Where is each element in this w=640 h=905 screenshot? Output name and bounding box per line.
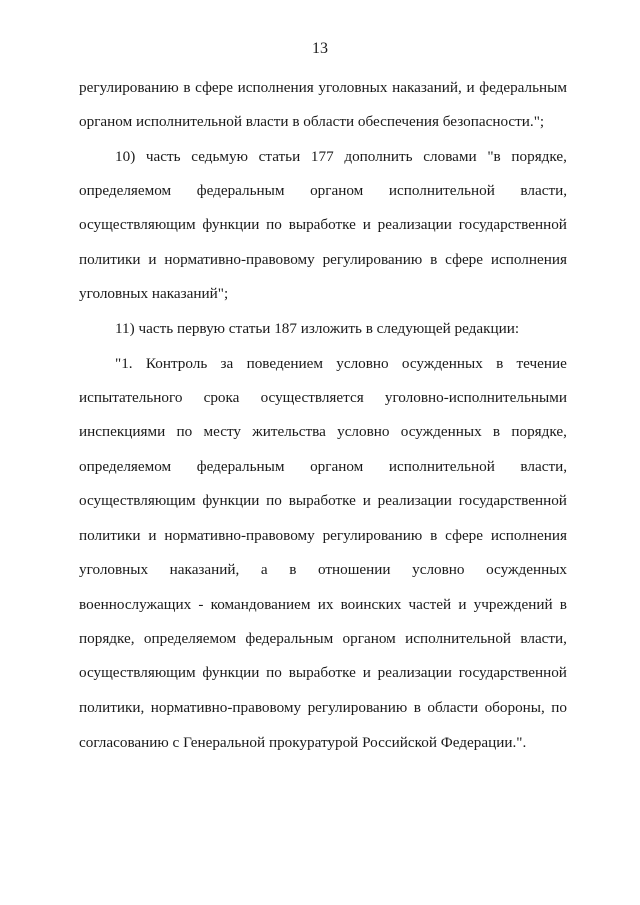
word: осуществляется [260,389,364,406]
word: политики [79,251,141,268]
text-line [115,147,567,167]
word: исполнительной [405,630,512,647]
text-line [79,181,567,201]
word: реализации [377,216,452,233]
word: статьи [258,148,301,165]
word: определяемом [79,458,172,475]
word: часть [145,148,181,165]
word: и [458,596,467,613]
text-line [115,354,567,374]
word: военнослужащих [79,596,192,613]
word: области [427,699,479,716]
word: выработке [288,664,356,681]
word: осуществляющим [79,664,196,681]
word: государственной [458,216,567,233]
word: их [317,596,334,613]
word: 177 [310,148,334,165]
text-line [79,250,567,270]
word: обороны, [484,699,545,716]
word: по [266,492,282,509]
word: исполнительной [388,458,495,475]
word: течение [516,355,567,372]
word: федеральным [479,79,567,96]
word: в [289,561,297,578]
text-line [79,388,567,408]
word: учреждений [473,596,553,613]
word: осуществляющим [79,492,196,509]
word: регулированию [79,79,179,96]
word: политики, [79,699,145,716]
word: федеральным [196,182,285,199]
word: условно [336,355,389,372]
word: уголовных [79,561,149,578]
word: уголовно-исполнительными [384,389,567,406]
word: отношении [317,561,391,578]
word: государственной [458,664,567,681]
word: нормативно-правовому [150,699,302,716]
word: Контроль [145,355,208,372]
word: условно [412,561,465,578]
word: в [183,79,191,96]
text-line [79,629,567,649]
word: наказаний, [392,79,462,96]
text-line [79,215,567,235]
word: и [362,664,371,681]
word: а [260,561,268,578]
word: "в [487,148,501,165]
text-line [79,457,567,477]
word: и [148,251,157,268]
text-line [79,560,567,580]
word: осужденных [400,423,482,440]
text-line [79,595,567,615]
word: дополнить [344,148,413,165]
word: нормативно-правовому [164,527,315,544]
word: и [362,492,371,509]
word: сфере [445,527,484,544]
text-line: органом исполнительной власти в области обеспечения безопасности."; [79,113,545,130]
word: определяемом [143,630,237,647]
word: "1. [115,355,133,372]
word: исполнительной [388,182,495,199]
word: регулированию [307,699,408,716]
word: условно [337,423,390,440]
word: политики [79,527,141,544]
word: уголовных [318,79,388,96]
word: осуществляющим [79,216,196,233]
word: власти, [520,458,567,475]
word: нормативно-правовому [164,251,315,268]
word: по [266,664,282,681]
word: в [413,699,421,716]
word: командованием [210,596,311,613]
word: исполнения [237,79,314,96]
text-line [79,698,567,718]
word: по [551,699,567,716]
text-line [79,663,567,683]
word: реализации [377,664,452,681]
word: месту [203,423,241,440]
word: в [492,423,501,440]
word: наказаний, [169,561,240,578]
word: испытательного [79,389,183,406]
text-line [79,422,567,442]
word: в [559,596,567,613]
word: осужденных [486,561,567,578]
word: по [266,216,282,233]
word: федеральным [196,458,285,475]
word: в [496,355,504,372]
word: седьмую [191,148,248,165]
word: словами [423,148,477,165]
word: поведением [246,355,323,372]
word: инспекциями [79,423,166,440]
word: определяемом [79,182,172,199]
word: органом [310,458,364,475]
text-line: уголовных наказаний"; [79,285,229,302]
word: органом [310,182,364,199]
word: выработке [288,492,356,509]
word: порядке, [511,148,567,165]
text-line: 11) часть первую статьи 187 изложить в следующей редакции: [115,320,520,337]
word: порядке, [511,423,567,440]
text-line [79,526,567,546]
word: выработке [288,216,356,233]
word: регулированию [322,251,423,268]
word: сфере [445,251,484,268]
word: органом [342,630,396,647]
word: срока [203,389,240,406]
word: частей [408,596,452,613]
word: за [220,355,234,372]
word: в [430,527,438,544]
word: исполнения [490,527,567,544]
word: в [430,251,438,268]
word: 10) [115,148,136,165]
word: исполнения [490,251,567,268]
word: жительства [252,423,326,440]
word: власти, [520,630,567,647]
word: регулированию [322,527,423,544]
word: порядке, [79,630,135,647]
word: федеральным [245,630,334,647]
word: осужденных [401,355,483,372]
word: по [176,423,193,440]
word: реализации [377,492,452,509]
page-number: 13 [312,40,328,57]
text-line [79,491,567,511]
word: функции [202,664,260,681]
text-line: согласованию с Генеральной прокуратурой Российской Федерации.". [79,734,527,751]
word: государственной [458,492,567,509]
word: сфере [195,79,233,96]
word: власти, [520,182,567,199]
word: и [466,79,475,96]
word: и [362,216,371,233]
word: функции [202,492,260,509]
word: воинских [340,596,402,613]
word: - [198,596,204,613]
text-line [79,78,567,98]
word: функции [202,216,260,233]
word: и [148,527,157,544]
